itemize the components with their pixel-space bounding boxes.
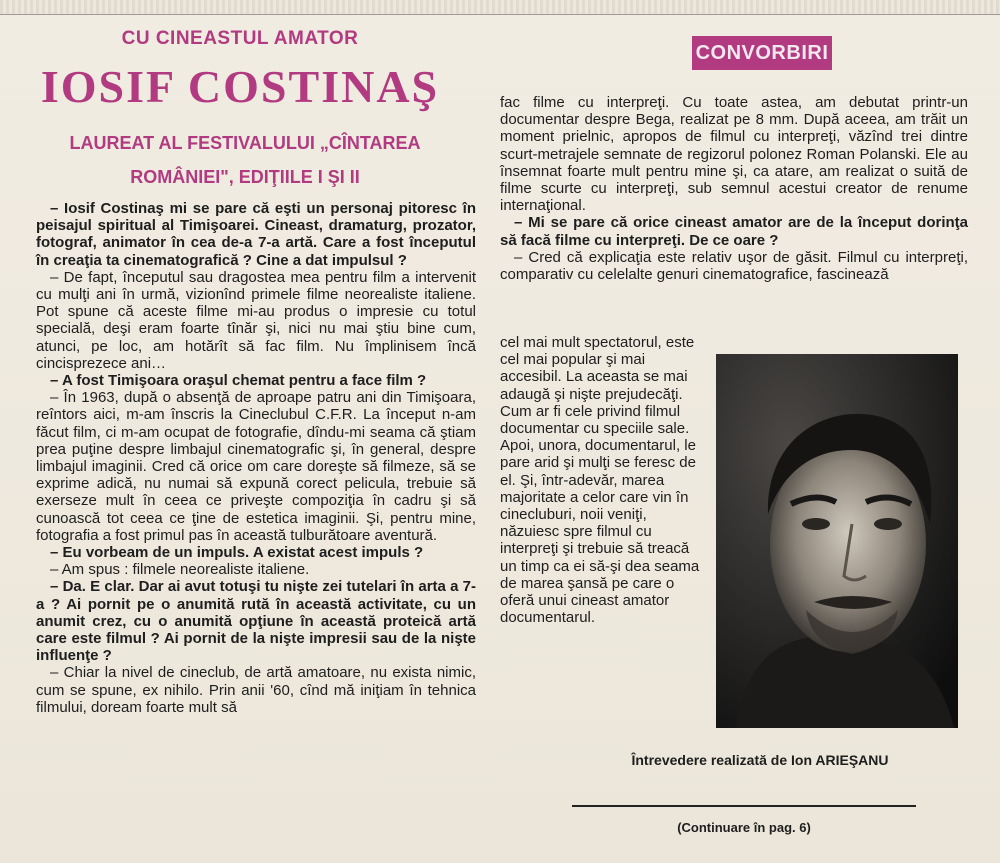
subheadline-line-1: LAUREAT AL FESTIVALULUI „CÎNTAREA — [69, 133, 421, 153]
divider-rule — [572, 805, 916, 807]
main-headline-name: IOSIF COSTINAŞ — [40, 61, 440, 112]
kicker-headline: CU CINEASTUL AMATOR — [121, 28, 359, 49]
question-paragraph: – A fost Timişoara oraşul chemat pentru a face film ? — [50, 372, 427, 390]
answer-paragraph: – De fapt, începutul sau dragostea mea pentru film a intervenit cu mulţi ani în urmă, vizionînd primele filme neorealiste italiene. Pot spune că aceste filme mi-au produs o impresie cu totul specială, deşi eram foarte tînăr şi, nici nu mai ştiu bine cum, atunci, pe loc, am hotărît să fac film. Nu împlinisem încă cincisprezece ani… — [36, 268, 476, 372]
portrait-photo — [716, 354, 958, 728]
continued-paragraph: fac filme cu interpreţi. Cu toate astea, am debutat printr-un documentar despre Bega, realizat pe 8 mm. După aceea, am trăit un moment prielnic, apropos de filmul cu interpreţi, văzînd trei dintre scurt-metrajele semnate de regizorul polonez Roman Polanski. Ele au însemnat foarte mult pentru mine şi, ca atare, am realizat o suită de filme scurte cu interpreţi, sub semnul acestui creator de renume internaţional. — [500, 94, 968, 215]
question-paragraph: – Iosif Costinaş mi se pare că eşti un personaj pitoresc în peisajul spiritual al Timişoarei. Cineast, dramaturg, prozator, fotograf, animator în cea de-a 7-a artă. Care a fost începutul în creaţia ta cinematografică ? Cine a dat impulsul ? — [36, 200, 476, 269]
answer-paragraph: – Am spus : filmele neorealiste italiene. — [50, 561, 310, 579]
subheadline-line-2: ROMÂNIEI", EDIŢIILE I ŞI II — [130, 167, 360, 187]
right-column-top — [500, 94, 968, 283]
subheadline — [40, 126, 450, 194]
right-column-beside-photo: cel mai mult spectatorul, este cel mai popular şi mai accesibil. La aceasta se mai adaugă şi nişte prejudecăţi. Cum ar fi cele privind filmul documentar cu speciile sale. Apoi, unora, documentarul, le pare arid şi mulţi se feresc de el. Şi, într-adevăr, marea majoritate a celor care vin în cinecluburi, noii veniţi, năzuiesc spre filmul cu interpreţi şi trebuie să treacă un timp ca ei să-şi dea seama de marea şansă pe care o oferă unui cineast amator documentarul. — [500, 334, 700, 627]
section-rubric: CONVORBIRI — [692, 36, 832, 70]
left-column — [36, 200, 476, 716]
question-paragraph: – Mi se pare că orice cineast amator are de la început dorinţa să facă filme cu interpreţi. De ce oare ? — [500, 214, 968, 249]
portrait-illustration — [716, 354, 958, 728]
continuation-note: (Continuare în pag. 6) — [677, 820, 811, 835]
interview-credit: Întrevedere realizată de Ion ARIEŞANU — [631, 752, 889, 768]
answer-paragraph: – În 1963, după o absenţă de aproape patru ani din Timişoara, reîntors aici, m-am înscris la Cineclubul C.F.R. La început n-am făcut film, ci m-am ocupat de fotografie, dîndu-mi seama că ştiam prea puţine despre limbajul cinematografic şi, în general, despre limbajul imaginii. Cred că orice om care doreşte să filmeze, să se exprime adică, nu numai să expună corect pelicula, trebuie să exerseze mult în ceea ce priveşte compoziţia în cadru şi să cunoască tot ceea ce ţine de estetica imaginii. Şi, pentru mine, fotografia a fost primul pas în această tulburătoare aventură. — [36, 389, 476, 544]
previous-article-bleed — [0, 0, 1000, 15]
answer-paragraph: – Chiar la nivel de cineclub, de artă amatoare, nu exista nimic, cum se spune, ex nihilo. Prin anii '60, cînd mă iniţiam în tehnica filmului, doream foarte mult să — [36, 664, 476, 716]
question-paragraph: – Da. E clar. Dar ai avut totuşi tu nişte zei tutelari în arta a 7-a ? Ai pornit pe o anumită rută în această activitate, cu un anumit crez, cu o anumită opţiune în această proteică artă care este filmul ? Ai pornit de la nişte impresii sau de la nişte influenţe ? — [36, 578, 476, 665]
question-paragraph: – Eu vorbeam de un impuls. A existat acest impuls ? — [50, 544, 424, 562]
answer-paragraph: – Cred că explicaţia este relativ uşor de găsit. Filmul cu interpreţi, comparativ cu celelalte genuri cinematografice, fascinează — [500, 248, 968, 284]
